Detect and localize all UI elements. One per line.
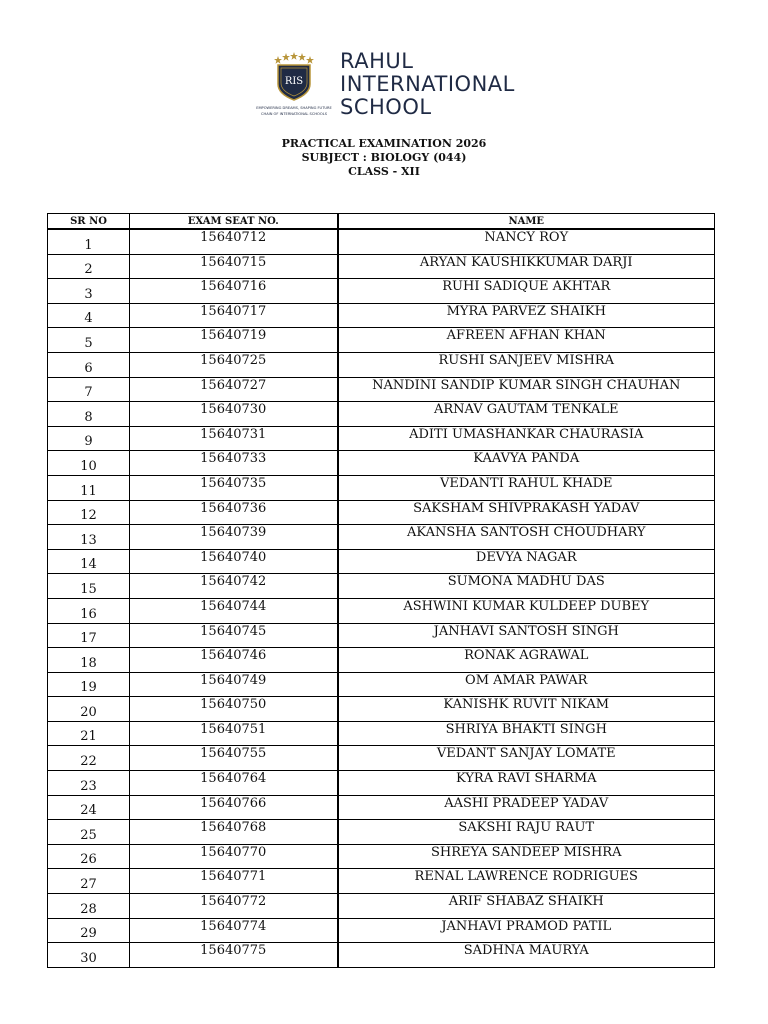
student-name-cell: DEVYA NAGAR: [338, 549, 715, 574]
table-row: [48, 549, 715, 574]
sr-no-cell: 14: [48, 549, 130, 574]
exam-seat-cell: 15640719: [130, 328, 338, 353]
table-row: [48, 894, 715, 919]
logo-stars-icon: [274, 52, 314, 64]
exam-seat-cell: 15640764: [130, 771, 338, 796]
table-row: [48, 500, 715, 525]
student-name-cell: SUMONA MADHU DAS: [338, 574, 715, 599]
exam-seat-cell: 15640744: [130, 598, 338, 623]
student-name-cell: RENAL LAWRENCE RODRIGUES: [338, 869, 715, 894]
sr-no-cell: 4: [48, 303, 130, 328]
exam-seat-cell: 15640745: [130, 623, 338, 648]
exam-seat-cell: 15640725: [130, 352, 338, 377]
table-row: [48, 451, 715, 476]
student-name-cell: NANCY ROY: [338, 229, 715, 254]
sr-no-cell: 12: [48, 500, 130, 525]
exam-seat-cell: 15640717: [130, 303, 338, 328]
exam-seat-cell: 15640746: [130, 648, 338, 673]
student-name-cell: VEDANT SANJAY LOMATE: [338, 746, 715, 771]
header-sr-no: SR NO: [48, 214, 130, 230]
table-row: [48, 279, 715, 304]
student-name-cell: MYRA PARVEZ SHAIKH: [338, 303, 715, 328]
exam-seat-cell: 15640712: [130, 229, 338, 254]
sr-no-cell: 11: [48, 475, 130, 500]
sr-no-cell: 27: [48, 869, 130, 894]
school-logo: [256, 50, 332, 120]
sr-no-cell: 8: [48, 402, 130, 427]
sr-no-cell: 6: [48, 352, 130, 377]
student-name-cell: SAKSHI RAJU RAUT: [338, 820, 715, 845]
table-row: [48, 475, 715, 500]
logo-tagline-1: EMPOWERING DREAMS, SHAPING FUTURE: [256, 106, 332, 110]
sr-no-cell: 29: [48, 918, 130, 943]
logo-tagline-2: CHAIN OF INTERNATIONAL SCHOOLS: [261, 112, 327, 116]
exam-subject: SUBJECT : BIOLOGY (044): [301, 151, 467, 164]
table-row: [48, 746, 715, 771]
student-name-cell: SHREYA SANDEEP MISHRA: [338, 844, 715, 869]
table-row: [48, 328, 715, 353]
table-row: [48, 303, 715, 328]
table-row: [48, 672, 715, 697]
student-name-cell: RONAK AGRAWAL: [338, 648, 715, 673]
sr-no-cell: 30: [48, 943, 130, 968]
table-header-row: [48, 214, 715, 230]
student-name-cell: JANHAVI PRAMOD PATIL: [338, 918, 715, 943]
table-row: [48, 795, 715, 820]
exam-titles: [0, 137, 768, 179]
student-name-cell: NANDINI SANDIP KUMAR SINGH CHAUHAN: [338, 377, 715, 402]
student-name-cell: SADHNA MAURYA: [338, 943, 715, 968]
sr-no-cell: 2: [48, 254, 130, 279]
exam-seat-cell: 15640755: [130, 746, 338, 771]
table-row: [48, 771, 715, 796]
exam-seat-cell: 15640775: [130, 943, 338, 968]
exam-title: PRACTICAL EXAMINATION 2026: [281, 137, 487, 150]
exam-seat-cell: 15640750: [130, 697, 338, 722]
school-name-line1: RAHUL: [340, 49, 414, 73]
student-name-cell: SAKSHAM SHIVPRAKASH YADAV: [338, 500, 715, 525]
exam-seat-cell: 15640731: [130, 426, 338, 451]
sr-no-cell: 5: [48, 328, 130, 353]
exam-seat-cell: 15640727: [130, 377, 338, 402]
student-name-cell: ARIF SHABAZ SHAIKH: [338, 894, 715, 919]
header-name: NAME: [338, 214, 715, 230]
school-name-line2: INTERNATIONAL: [340, 72, 515, 96]
sr-no-cell: 3: [48, 279, 130, 304]
exam-seat-cell: 15640768: [130, 820, 338, 845]
exam-seat-cell: 15640742: [130, 574, 338, 599]
student-name-cell: KANISHK RUVIT NIKAM: [338, 697, 715, 722]
student-name-cell: AKANSHA SANTOSH CHOUDHARY: [338, 525, 715, 550]
student-name-cell: JANHAVI SANTOSH SINGH: [338, 623, 715, 648]
table-row: [48, 598, 715, 623]
sr-no-cell: 15: [48, 574, 130, 599]
student-name-cell: SHRIYA BHAKTI SINGH: [338, 721, 715, 746]
student-name-cell: ASHWINI KUMAR KULDEEP DUBEY: [338, 598, 715, 623]
sr-no-cell: 26: [48, 844, 130, 869]
table-row: [48, 623, 715, 648]
table-row: [48, 820, 715, 845]
sr-no-cell: 18: [48, 648, 130, 673]
sr-no-cell: 16: [48, 598, 130, 623]
exam-seat-cell: 15640771: [130, 869, 338, 894]
exam-seat-cell: 15640749: [130, 672, 338, 697]
sr-no-cell: 25: [48, 820, 130, 845]
exam-seat-cell: 15640730: [130, 402, 338, 427]
student-name-cell: ARYAN KAUSHIKKUMAR DARJI: [338, 254, 715, 279]
student-name-cell: RUSHI SANJEEV MISHRA: [338, 352, 715, 377]
school-header: [0, 48, 768, 128]
exam-seat-cell: 15640739: [130, 525, 338, 550]
sr-no-cell: 21: [48, 721, 130, 746]
exam-class: CLASS - XII: [348, 165, 420, 178]
student-roster-table: [47, 213, 715, 968]
table-row: [48, 648, 715, 673]
table-row: [48, 352, 715, 377]
sr-no-cell: 17: [48, 623, 130, 648]
table-row: [48, 721, 715, 746]
sr-no-cell: 13: [48, 525, 130, 550]
table-row: [48, 426, 715, 451]
student-name-cell: AFREEN AFHAN KHAN: [338, 328, 715, 353]
school-name: [340, 50, 515, 119]
logo-initials: RIS: [284, 76, 304, 87]
exam-seat-cell: 15640736: [130, 500, 338, 525]
table-row: [48, 697, 715, 722]
sr-no-cell: 20: [48, 697, 130, 722]
student-name-cell: OM AMAR PAWAR: [338, 672, 715, 697]
table-row: [48, 254, 715, 279]
sr-no-cell: 24: [48, 795, 130, 820]
exam-seat-cell: 15640772: [130, 894, 338, 919]
student-name-cell: ADITI UMASHANKAR CHAURASIA: [338, 426, 715, 451]
student-name-cell: KYRA RAVI SHARMA: [338, 771, 715, 796]
exam-seat-cell: 15640715: [130, 254, 338, 279]
student-name-cell: VEDANTI RAHUL KHADE: [338, 475, 715, 500]
school-name-line3: SCHOOL: [340, 95, 432, 119]
sr-no-cell: 22: [48, 746, 130, 771]
table-row: [48, 574, 715, 599]
exam-seat-cell: 15640735: [130, 475, 338, 500]
exam-seat-cell: 15640770: [130, 844, 338, 869]
student-name-cell: RUHI SADIQUE AKHTAR: [338, 279, 715, 304]
sr-no-cell: 23: [48, 771, 130, 796]
exam-seat-cell: 15640733: [130, 451, 338, 476]
exam-seat-cell: 15640716: [130, 279, 338, 304]
table-row: [48, 943, 715, 968]
exam-seat-cell: 15640751: [130, 721, 338, 746]
table-body: [48, 229, 715, 967]
student-name-cell: AASHI PRADEEP YADAV: [338, 795, 715, 820]
table-row: [48, 377, 715, 402]
sr-no-cell: 19: [48, 672, 130, 697]
table-row: [48, 844, 715, 869]
table-row: [48, 918, 715, 943]
sr-no-cell: 28: [48, 894, 130, 919]
student-name-cell: KAAVYA PANDA: [338, 451, 715, 476]
sr-no-cell: 7: [48, 377, 130, 402]
table-row: [48, 402, 715, 427]
sr-no-cell: 1: [48, 229, 130, 254]
table-row: [48, 525, 715, 550]
exam-seat-cell: 15640766: [130, 795, 338, 820]
student-name-cell: ARNAV GAUTAM TENKALE: [338, 402, 715, 427]
sr-no-cell: 10: [48, 451, 130, 476]
table-row: [48, 229, 715, 254]
exam-seat-cell: 15640774: [130, 918, 338, 943]
header-exam-seat-no: EXAM SEAT NO.: [130, 214, 338, 230]
exam-seat-cell: 15640740: [130, 549, 338, 574]
table-row: [48, 869, 715, 894]
sr-no-cell: 9: [48, 426, 130, 451]
